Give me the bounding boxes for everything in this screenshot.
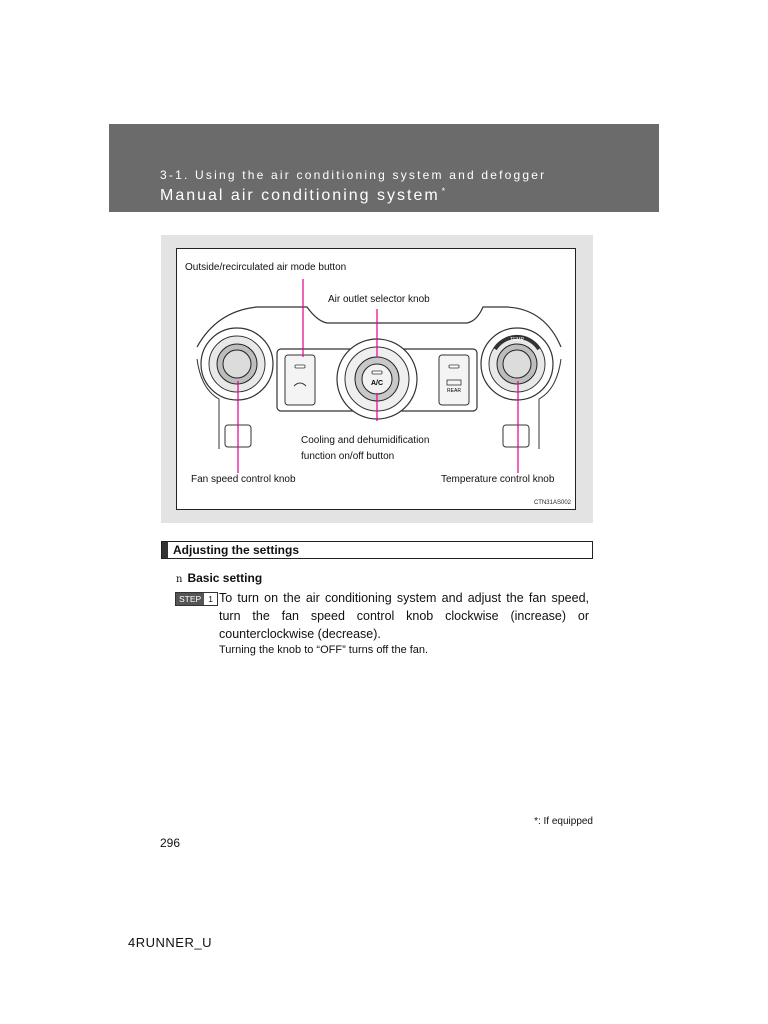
subheading-text: Basic setting: [187, 571, 263, 585]
ac-panel-illustration: [177, 249, 577, 511]
title-asterisk: *: [441, 186, 446, 196]
label-fan-speed: Fan speed control knob: [191, 474, 296, 485]
step-label: STEP: [176, 593, 204, 605]
label-cooling-line1: Cooling and dehumidification: [301, 435, 430, 446]
label-air-outlet-selector: Air outlet selector knob: [328, 294, 430, 305]
step-badge: [175, 592, 218, 606]
ac-button-mark: A/C: [370, 380, 384, 387]
bullet-marker: n: [176, 574, 183, 585]
chapter-header: [109, 124, 659, 212]
section-heading-bar: [161, 541, 593, 559]
label-cooling-line2: function on/off button: [301, 451, 395, 462]
step-number: 1: [204, 593, 217, 605]
rear-defogger-label: REAR: [447, 388, 461, 394]
page-number: 296: [160, 836, 181, 850]
step-note: Turning the knob to “OFF” turns off the fan.: [219, 644, 429, 656]
subheading-basic-setting: [176, 571, 262, 585]
ac-panel-figure: [176, 248, 576, 510]
figure-code: CTN31AS002: [533, 500, 571, 506]
footnote: *: If equipped: [534, 816, 593, 827]
page-title-text: Manual air conditioning system: [160, 187, 440, 204]
section-title: 3-1. Using the air conditioning system and defogger: [160, 168, 547, 182]
page-title: [160, 186, 445, 205]
model-code: 4RUNNER_U: [128, 935, 212, 950]
heading-tab-marker: [162, 542, 168, 558]
step-paragraph: To turn on the air conditioning system and adjust the fan speed, turn the fan speed control knob clockwise (increase) or counterclockwise (decrease).: [219, 591, 589, 641]
label-outside-recirculated: Outside/recirculated air mode button: [185, 262, 347, 273]
label-temperature: Temperature control knob: [441, 474, 555, 485]
section-heading: Adjusting the settings: [173, 543, 299, 557]
temp-mark: TEMP: [510, 337, 524, 343]
